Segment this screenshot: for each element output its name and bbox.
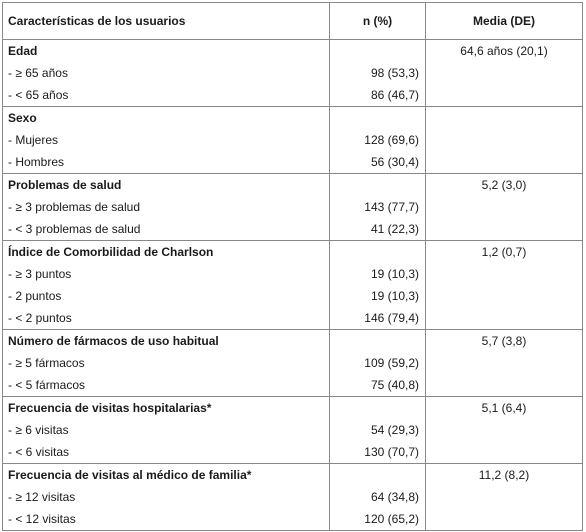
row-mean-empty (426, 307, 583, 330)
group-mean: 64,6 años (20,1) (426, 40, 583, 63)
table-row (3, 486, 583, 508)
header-mean-sd: Media (DE) (426, 3, 583, 40)
row-n-percent: 130 (70,7) (330, 441, 426, 464)
group-header-row (3, 40, 583, 63)
group-n-cell (330, 107, 426, 130)
row-n-percent: 41 (22,3) (330, 218, 426, 241)
group-header-row (3, 241, 583, 264)
table-row (3, 218, 583, 241)
table-row (3, 196, 583, 218)
table-body (3, 40, 583, 531)
group-n-cell (330, 464, 426, 487)
table-row (3, 263, 583, 285)
row-mean-empty (426, 62, 583, 84)
group-title: Sexo (3, 107, 330, 130)
row-label: - < 65 años (3, 84, 330, 107)
table-row (3, 352, 583, 374)
row-mean-empty (426, 151, 583, 174)
group-n-cell (330, 174, 426, 197)
row-n-percent: 128 (69,6) (330, 129, 426, 151)
row-n-percent: 54 (29,3) (330, 419, 426, 441)
row-label: - 2 puntos (3, 285, 330, 307)
table-row (3, 419, 583, 441)
row-mean-empty (426, 285, 583, 307)
group-n-cell (330, 330, 426, 353)
row-mean-empty (426, 129, 583, 151)
table-row (3, 285, 583, 307)
group-header-row (3, 174, 583, 197)
row-n-percent: 64 (34,8) (330, 486, 426, 508)
row-label: - ≥ 65 años (3, 62, 330, 84)
table-row (3, 307, 583, 330)
row-label: - ≥ 3 puntos (3, 263, 330, 285)
row-label: - Hombres (3, 151, 330, 174)
row-label: - < 3 problemas de salud (3, 218, 330, 241)
row-n-percent: 120 (65,2) (330, 508, 426, 531)
table-row (3, 151, 583, 174)
row-n-percent: 146 (79,4) (330, 307, 426, 330)
table-row (3, 374, 583, 397)
group-title: Índice de Comorbilidad de Charlson (3, 241, 330, 264)
table-row (3, 129, 583, 151)
table-row (3, 508, 583, 531)
group-title: Frecuencia de visitas hospitalarias* (3, 397, 330, 420)
row-label: - ≥ 6 visitas (3, 419, 330, 441)
row-n-percent: 75 (40,8) (330, 374, 426, 397)
table-row (3, 62, 583, 84)
row-label: - ≥ 12 visitas (3, 486, 330, 508)
group-mean: 1,2 (0,7) (426, 241, 583, 264)
row-mean-empty (426, 508, 583, 531)
row-mean-empty (426, 352, 583, 374)
row-n-percent: 143 (77,7) (330, 196, 426, 218)
row-mean-empty (426, 196, 583, 218)
row-label: - < 12 visitas (3, 508, 330, 531)
group-header-row (3, 464, 583, 487)
row-mean-empty (426, 419, 583, 441)
group-header-row (3, 330, 583, 353)
group-n-cell (330, 241, 426, 264)
group-mean: 5,7 (3,8) (426, 330, 583, 353)
group-title: Frecuencia de visitas al médico de familia* (3, 464, 330, 487)
group-mean (426, 107, 583, 130)
row-n-percent: 56 (30,4) (330, 151, 426, 174)
row-n-percent: 19 (10,3) (330, 263, 426, 285)
header-row (3, 3, 583, 40)
group-mean: 5,1 (6,4) (426, 397, 583, 420)
row-mean-empty (426, 263, 583, 285)
table-row (3, 84, 583, 107)
row-mean-empty (426, 374, 583, 397)
row-label: - < 6 visitas (3, 441, 330, 464)
row-label: - < 5 fármacos (3, 374, 330, 397)
row-n-percent: 109 (59,2) (330, 352, 426, 374)
group-header-row (3, 397, 583, 420)
row-label: - < 2 puntos (3, 307, 330, 330)
group-mean: 5,2 (3,0) (426, 174, 583, 197)
group-title: Edad (3, 40, 330, 63)
group-n-cell (330, 40, 426, 63)
row-n-percent: 19 (10,3) (330, 285, 426, 307)
row-label: - ≥ 5 fármacos (3, 352, 330, 374)
row-mean-empty (426, 486, 583, 508)
user-characteristics-table (2, 2, 583, 531)
row-label: - Mujeres (3, 129, 330, 151)
table-row (3, 441, 583, 464)
group-title: Problemas de salud (3, 174, 330, 197)
row-mean-empty (426, 218, 583, 241)
row-mean-empty (426, 84, 583, 107)
group-mean: 11,2 (8,2) (426, 464, 583, 487)
row-mean-empty (426, 441, 583, 464)
row-n-percent: 86 (46,7) (330, 84, 426, 107)
row-n-percent: 98 (53,3) (330, 62, 426, 84)
group-header-row (3, 107, 583, 130)
group-n-cell (330, 397, 426, 420)
header-characteristics: Características de los usuarios (3, 3, 330, 40)
group-title: Número de fármacos de uso habitual (3, 330, 330, 353)
header-n-percent: n (%) (330, 3, 426, 40)
row-label: - ≥ 3 problemas de salud (3, 196, 330, 218)
